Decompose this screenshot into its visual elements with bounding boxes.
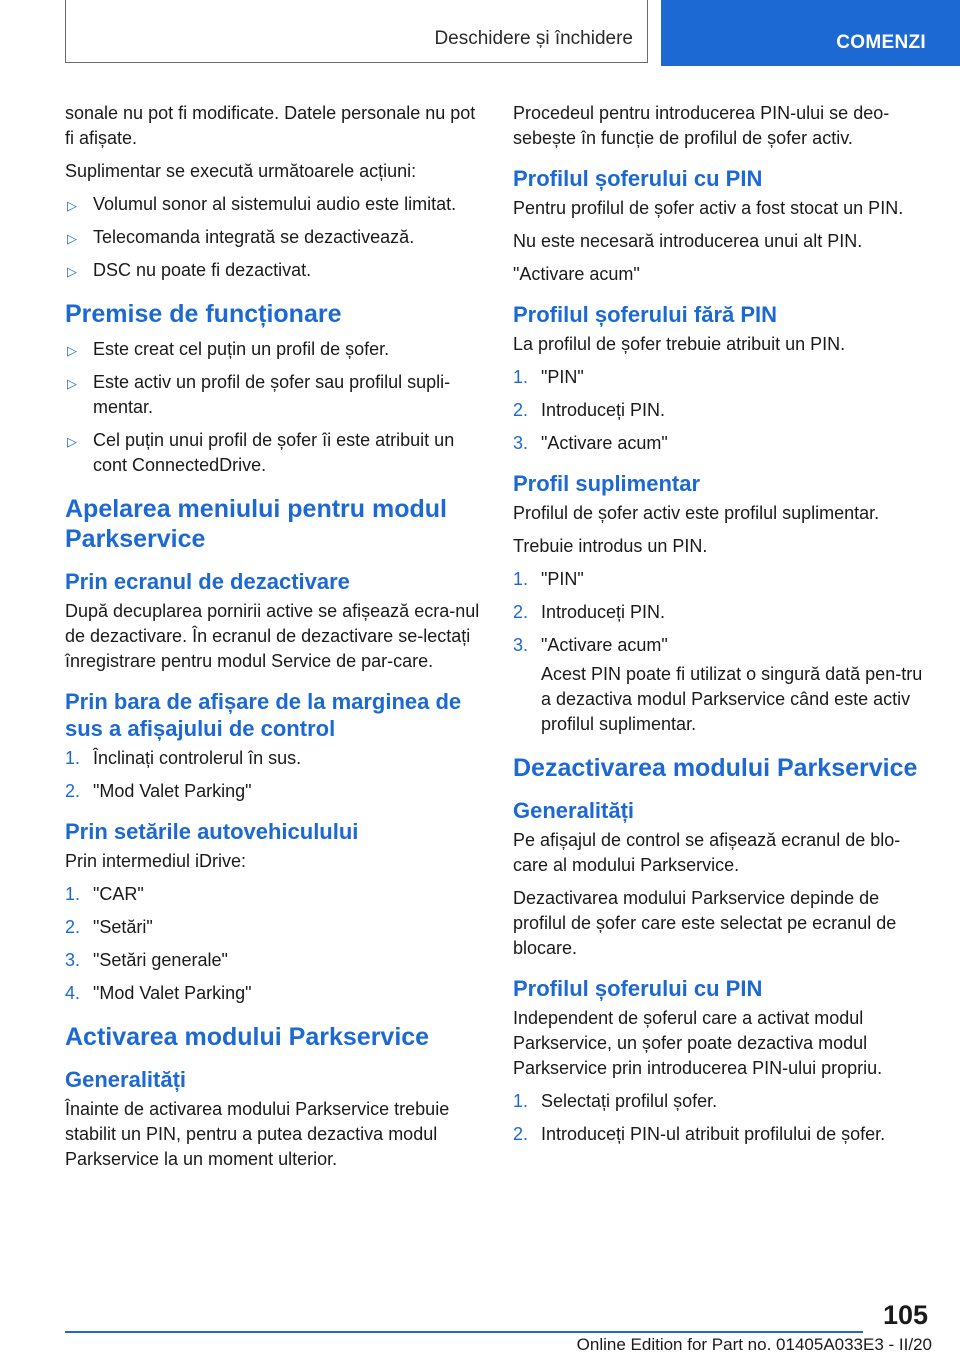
footer-edition: Online Edition for Part no. 01405A033E3 - II/20 (576, 1335, 932, 1354)
with-pin-text: Pentru profilul de șofer activ a fost stocat un PIN. (513, 198, 904, 218)
heading-deactivate-pin: Profilul șoferului cu PIN (513, 976, 763, 1001)
list-item: 2. "Mod Valet Parking" (65, 781, 252, 801)
list-item: ▷ Cel puțin unui profil de șofer îi este atribuit un cont ConnectedDrive. (67, 430, 455, 475)
list-item: ▷ DSC nu poate fi dezactivat. (65, 258, 481, 283)
heading-deactivate-general: Generalități (513, 798, 635, 823)
screen-text: După decuplarea pornirii active se afișează ecra-nul de dezactivare. În ecranul de dezactivare se-lectați înregistrare pentru modul Service de par-care. (65, 601, 480, 671)
list-item: 2. Introduceți PIN. (513, 602, 666, 622)
list-item: 1. Selectați profilul șofer. (513, 1091, 718, 1111)
list-item: 2. Introduceți PIN. (513, 400, 666, 420)
without-pin-text: La profilul de șofer trebuie atribuit un PIN. (513, 334, 846, 354)
list-item: ▷ Telecomanda integrată se dezactivează. (65, 225, 481, 250)
list-item: 2. Introduceți PIN-ul atribuit profilului de șofer. (513, 1124, 886, 1144)
triangle-bullet-icon: ▷ (67, 264, 77, 279)
general-text: Înainte de activarea modului Parkservice trebuie stabilit un PIN, pentru a putea dezactiva modul Parkservice la un moment ulterior. (65, 1099, 450, 1169)
heading-menu: Apelarea meniului pentru modul Parkservice (65, 495, 447, 553)
heading-general: Generalități (65, 1067, 187, 1092)
heading-settings: Prin setările autovehiculului (65, 819, 359, 844)
chapter-tab: COMENZI (661, 0, 960, 66)
list-item: 3. "Setări generale" (65, 950, 228, 970)
triangle-bullet-icon: ▷ (67, 231, 77, 246)
list-item: ▷ Volumul sonor al sistemului audio este limitat. (65, 192, 481, 217)
extra-note: Acest PIN poate fi utilizat o singură dată pen-tru a dezactiva modul Parkservice când este activ profilul suplimentar. (541, 664, 923, 734)
deactivate-steps (513, 1089, 933, 1147)
deactivate-pin-text: Independent de șoferul care a activat modul Parkservice, un șofer poate dezactiva modul Parkservice prin introducerea PIN-ului propriu. (513, 1008, 883, 1078)
triangle-bullet-icon: ▷ (67, 434, 77, 449)
extra-text: Profilul de șofer activ este profilul suplimentar. (513, 503, 880, 523)
triangle-bullet-icon: ▷ (67, 343, 77, 358)
heading-deactivate: Dezactivarea modului Parkservice (513, 754, 918, 782)
pin-intro: Procedeul pentru introducerea PIN-ului se deo-sebește în funcție de profilul de șofer activ. (513, 103, 890, 148)
list-item: 3. "Activare acum" (513, 635, 668, 655)
list-item: 1. "PIN" (513, 367, 584, 387)
actions-intro: Suplimentar se execută următoarele acțiuni: (65, 161, 417, 181)
deactivate-text: Pe afișajul de control se afișează ecranul de blo-care al modului Parkservice. (513, 830, 901, 875)
with-pin-text: Nu este necesară introducerea unui alt PIN. (513, 231, 863, 251)
deactivate-text: Dezactivarea modului Parkservice depinde de profilul de șofer care este selectat pe ecranul de blocare. (513, 888, 897, 958)
heading-without-pin: Profilul șoferului fără PIN (513, 302, 778, 327)
list-item: ▷ Este activ un profil de șofer sau profilul supli-mentar. (67, 372, 451, 417)
heading-screen: Prin ecranul de dezactivare (65, 569, 350, 594)
heading-extra-profile: Profil suplimentar (513, 471, 701, 496)
settings-intro: Prin intermediul iDrive: (65, 851, 247, 871)
footer-divider (65, 1331, 863, 1333)
with-pin-text: "Activare acum" (513, 264, 640, 284)
intro-text: sonale nu pot fi modificate. Datele personale nu pot fi afișate. (65, 103, 476, 148)
extra-steps (513, 567, 933, 658)
list-item: 1. Înclinați controlerul în sus. (65, 748, 302, 768)
page-header (0, 0, 960, 66)
right-column (513, 101, 933, 1155)
actions-list (65, 192, 481, 283)
heading-with-pin: Profilul șoferului cu PIN (513, 166, 763, 191)
bar-steps (65, 746, 481, 804)
heading-bar: Prin bara de afișare de la marginea de sus a afișajului de control (65, 689, 462, 741)
without-pin-steps (513, 365, 933, 456)
premise-list (65, 337, 481, 478)
list-item: ▷ Este creat cel puțin un profil de șofer. (65, 337, 481, 362)
extra-text: Trebuie introdus un PIN. (513, 536, 708, 556)
list-item: 3. "Activare acum" (513, 433, 668, 453)
left-column (65, 101, 481, 1180)
page-number: 105 (882, 1300, 928, 1330)
list-item: 1. "PIN" (513, 569, 584, 589)
heading-activate: Activarea modului Parkservice (65, 1023, 430, 1051)
list-item: 1. "CAR" (65, 884, 144, 904)
section-title: Deschidere și închidere (65, 0, 648, 63)
settings-steps (65, 882, 481, 1006)
list-item: 4. "Mod Valet Parking" (65, 983, 252, 1003)
heading-premise: Premise de funcționare (65, 300, 342, 328)
triangle-bullet-icon: ▷ (67, 198, 77, 213)
list-item: 2. "Setări" (65, 917, 153, 937)
triangle-bullet-icon: ▷ (67, 376, 77, 391)
